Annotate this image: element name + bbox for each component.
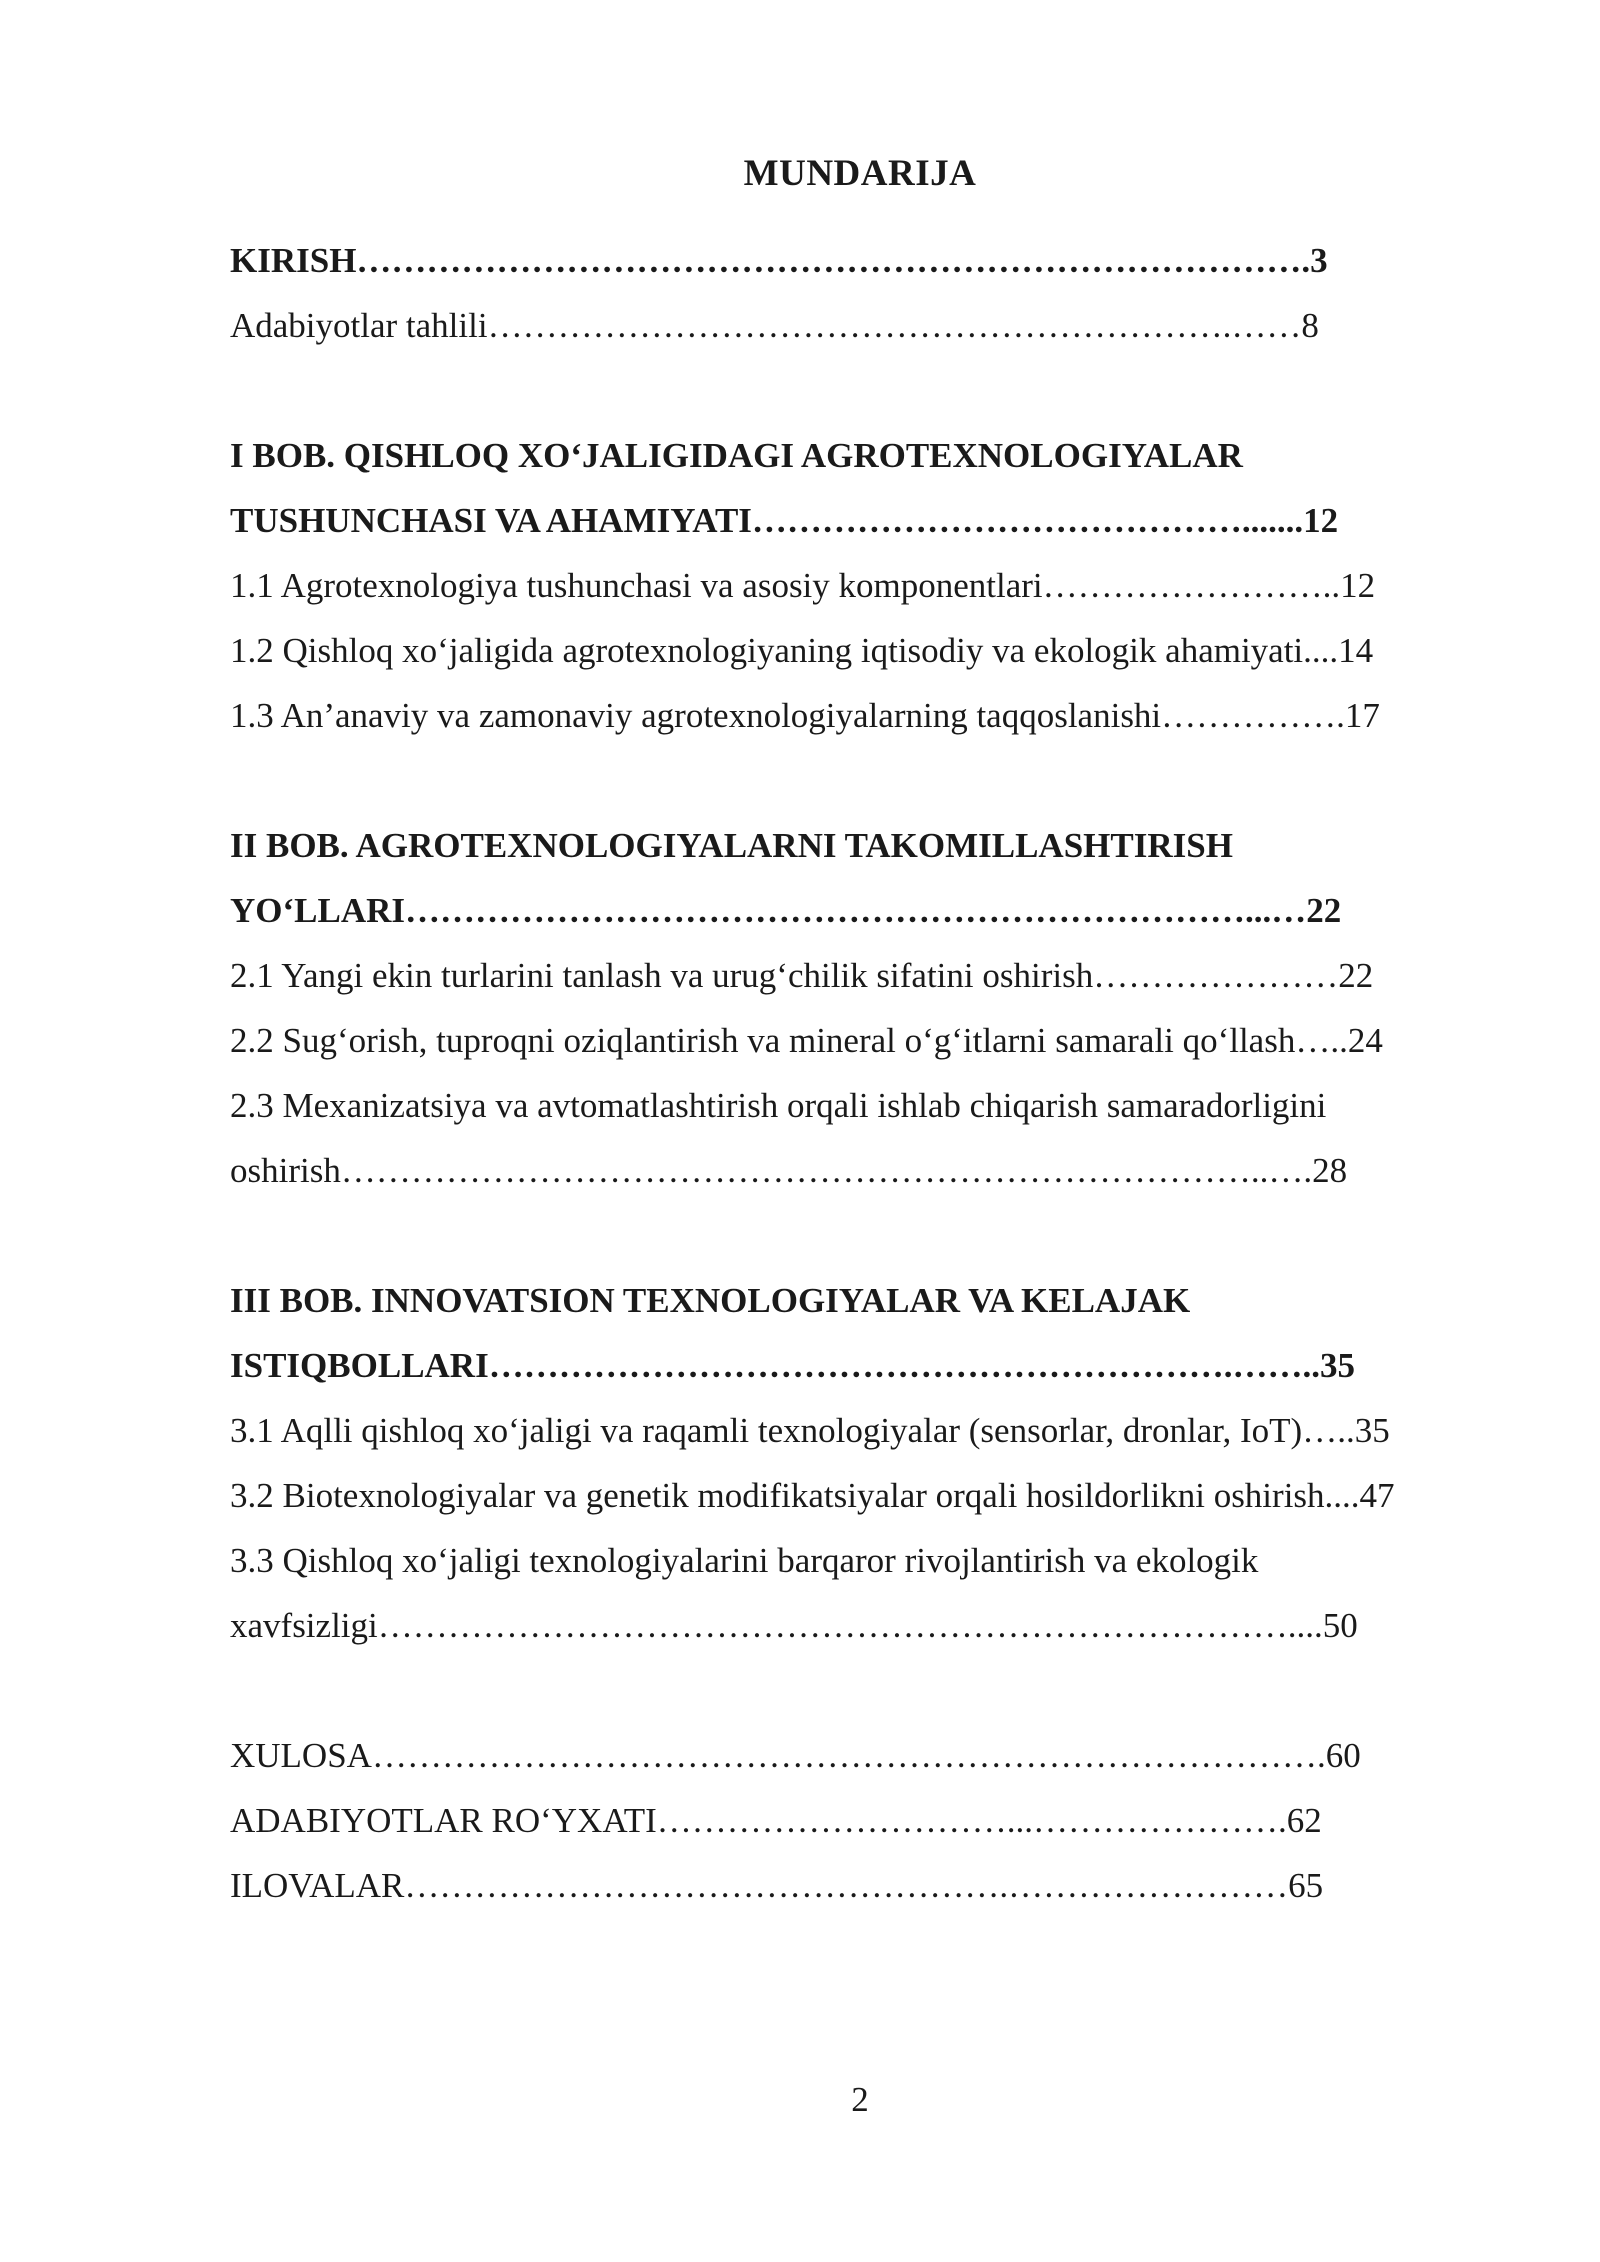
chapter-2-heading-continued[interactable]: YO‘LLARI………………………………………………………………...…22 <box>230 891 1342 930</box>
chapter-3-heading[interactable]: III BOB. INNOVATSION TEXNOLOGIYALAR VA KELAJAK <box>230 1281 1191 1320</box>
page-number: 2 <box>851 2080 869 2119</box>
spacer <box>230 358 1490 423</box>
spacer <box>230 1203 1490 1268</box>
toc-entry-2-2[interactable]: 2.2 Sug‘orish, tuproqni oziqlantirish va mineral o‘g‘itlarni samarali qo‘llash…..24 <box>230 1021 1383 1060</box>
toc-entry-3-3-continued[interactable]: xavfsizligi……………………………………………………………………....50 <box>230 1606 1358 1645</box>
chapter-3-heading-continued[interactable]: ISTIQBOLLARI……………………………………………………….……..35 <box>230 1346 1355 1385</box>
toc-entry-2-3[interactable]: 2.3 Mexanizatsiya va avtomatlashtirish orqali ishlab chiqarish samaradorligini <box>230 1086 1327 1125</box>
chapter-1-heading-continued[interactable]: TUSHUNCHASI VA AHAMIYATI…………………………………….......12 <box>230 501 1339 540</box>
toc-entry-ilovalar[interactable]: ILOVALAR…………………………………………….……………………65 <box>230 1866 1324 1905</box>
table-of-contents <box>230 228 1490 1918</box>
toc-entry-1-3[interactable]: 1.3 An’anaviy va zamonaviy agrotexnologiyalarning taqqoslanishi…………….17 <box>230 696 1380 735</box>
spacer <box>230 748 1490 813</box>
toc-entry-xulosa[interactable]: XULOSA……………………………………………………………………….60 <box>230 1736 1361 1775</box>
spacer <box>230 1658 1490 1723</box>
toc-entry-2-3-continued[interactable]: oshirish……………………………………………………………………..….28 <box>230 1151 1348 1190</box>
toc-entry-adabiyotlar-tahlili[interactable]: Adabiyotlar tahlili……………………………………………………….……8 <box>230 306 1319 345</box>
toc-entry-3-1[interactable]: 3.1 Aqlli qishloq xo‘jaligi va raqamli texnologiyalar (sensorlar, dronlar, IoT)…..35 <box>230 1411 1390 1450</box>
toc-entry-1-1[interactable]: 1.1 Agrotexnologiya tushunchasi va asosiy komponentlari……………………..12 <box>230 566 1376 605</box>
chapter-2-heading[interactable]: II BOB. AGROTEXNOLOGIYALARNI TAKOMILLASHTIRISH <box>230 826 1233 865</box>
toc-entry-kirish[interactable]: KIRISH……………………………………………………………………….3 <box>230 241 1328 280</box>
toc-entry-2-1[interactable]: 2.1 Yangi ekin turlarini tanlash va urug‘chilik sifatini oshirish…………………22 <box>230 956 1374 995</box>
toc-entry-adabiyotlar-royxati[interactable]: ADABIYOTLAR RO‘YXATI…………………………...………………….62 <box>230 1801 1322 1840</box>
toc-entry-3-3[interactable]: 3.3 Qishloq xo‘jaligi texnologiyalarini barqaror rivojlantirish va ekologik <box>230 1541 1259 1580</box>
toc-entry-1-2[interactable]: 1.2 Qishloq xo‘jaligida agrotexnologiyaning iqtisodiy va ekologik ahamiyati....14 <box>230 631 1374 670</box>
toc-entry-3-2[interactable]: 3.2 Biotexnologiyalar va genetik modifikatsiyalar orqali hosildorlikni oshirish....47 <box>230 1476 1395 1515</box>
chapter-1-heading[interactable]: I BOB. QISHLOQ XO‘JALIGIDAGI AGROTEXNOLOGIYALAR <box>230 436 1243 475</box>
page-title: MUNDARIJA <box>743 153 977 194</box>
